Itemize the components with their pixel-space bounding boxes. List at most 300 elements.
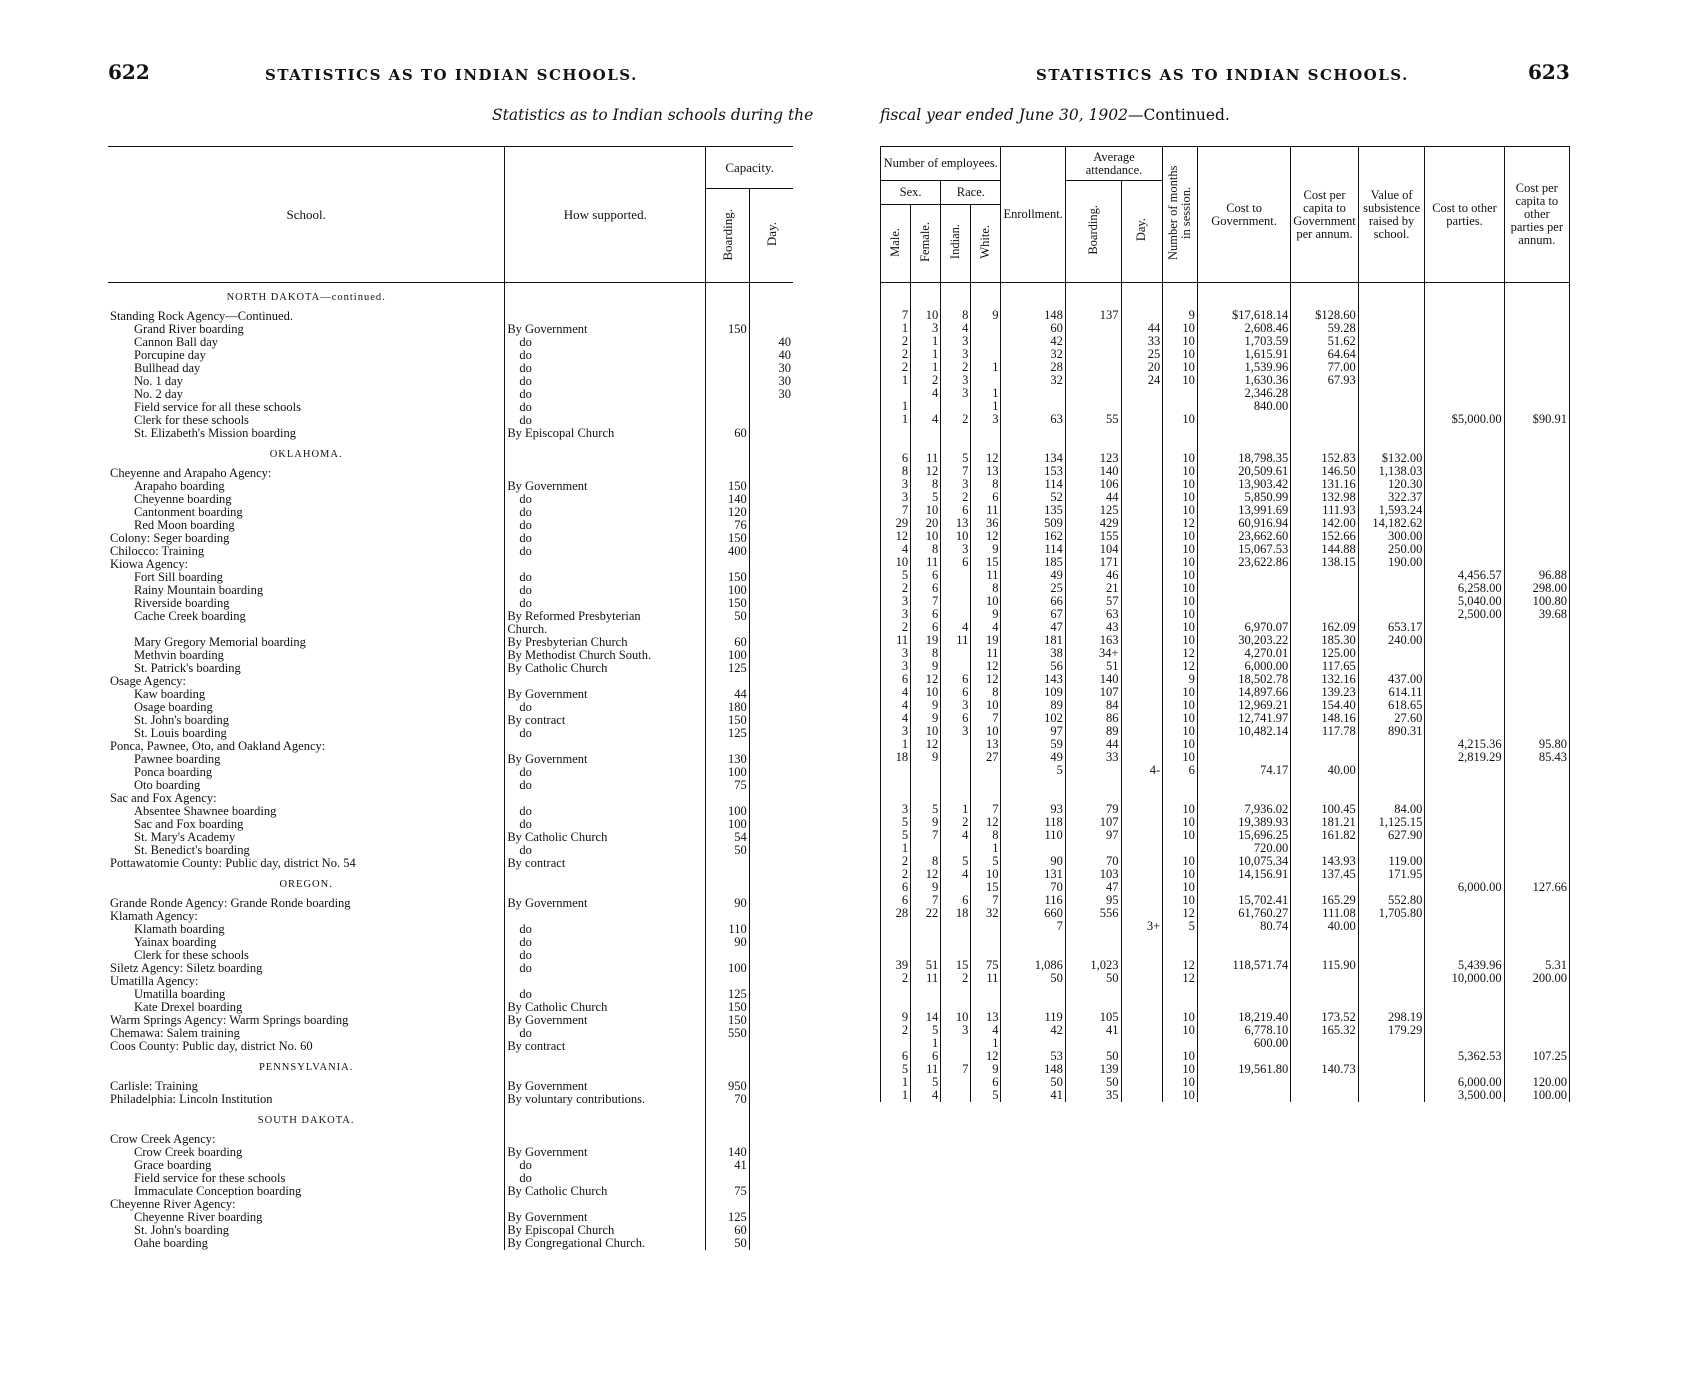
table-row [108, 362, 793, 375]
how-supported: By Government [505, 480, 706, 493]
capacity-boarding: 180 [706, 701, 749, 714]
enrollment-cell: 38 [1001, 647, 1065, 660]
indian-cell: 4 [941, 829, 971, 842]
school-table-right-body [881, 283, 1570, 1103]
months-cell: 10 [1163, 582, 1198, 595]
day-attendance-cell [1121, 647, 1163, 660]
header-employees: Number of employees. [881, 147, 1001, 181]
cost-per-capita-other-cell [1504, 764, 1569, 777]
cost-per-capita-other-cell [1504, 803, 1569, 816]
cost-per-capita-government-cell [1291, 595, 1358, 608]
female-cell: 10 [911, 530, 941, 543]
subsistence-cell: 300.00 [1358, 530, 1425, 543]
months-cell: 10 [1163, 712, 1198, 725]
months-cell: 10 [1163, 1076, 1198, 1089]
female-cell: 9 [911, 881, 941, 894]
female-cell: 10 [911, 504, 941, 517]
cost-government-cell: 80.74 [1197, 920, 1290, 933]
indian-cell: 3 [941, 348, 971, 361]
day-attendance-cell: 20 [1121, 361, 1163, 374]
section-spacer [881, 985, 1570, 1011]
day-attendance-cell [1121, 595, 1163, 608]
capacity-boarding: 60 [706, 1224, 749, 1237]
cost-other-cell [1425, 920, 1504, 933]
table-row [881, 660, 1570, 673]
indian-cell: 5 [941, 452, 971, 465]
male-cell: 29 [881, 517, 911, 530]
cost-per-capita-government-cell: 40.00 [1291, 920, 1358, 933]
capacity-day [749, 753, 793, 766]
boarding-attendance-cell: 123 [1065, 452, 1121, 465]
day-attendance-cell [1121, 543, 1163, 556]
female-cell: 12 [911, 465, 941, 478]
indian-cell: 6 [941, 712, 971, 725]
school-name: Yainax boarding [108, 936, 505, 949]
female-cell: 11 [911, 452, 941, 465]
table-row [108, 349, 793, 362]
how-supported: By contract [505, 857, 706, 870]
how-supported [505, 558, 706, 571]
enrollment-cell: 7 [1001, 920, 1065, 933]
subsistence-cell: 190.00 [1358, 556, 1425, 569]
cost-per-capita-other-cell [1504, 452, 1569, 465]
months-cell: 10 [1163, 335, 1198, 348]
header-avg-attendance: Average attendance. [1065, 147, 1162, 181]
cost-government-cell: 6,778.10 [1197, 1024, 1290, 1037]
how-supported: By Government [505, 1146, 706, 1159]
school-name: No. 1 day [108, 375, 505, 388]
section-spacer [881, 777, 1570, 803]
school-name: Coos County: Public day, district No. 60 [108, 1040, 505, 1053]
school-name: Chemawa: Salem training [108, 1027, 505, 1040]
school-name: Sac and Fox Agency: [108, 792, 505, 805]
day-attendance-cell [1121, 855, 1163, 868]
cost-government-cell: 18,798.35 [1197, 452, 1290, 465]
enrollment-cell: 53 [1001, 1050, 1065, 1063]
months-cell: 10 [1163, 621, 1198, 634]
capacity-day [749, 975, 793, 988]
cost-other-cell [1425, 803, 1504, 816]
indian-cell [941, 751, 971, 764]
cost-government-cell: 1,539.96 [1197, 361, 1290, 374]
cost-per-capita-other-cell [1504, 842, 1569, 855]
enrollment-cell: 148 [1001, 1063, 1065, 1076]
capacity-day [749, 467, 793, 480]
cost-per-capita-other-cell [1504, 478, 1569, 491]
white-cell: 12 [971, 1050, 1001, 1063]
boarding-attendance-cell [1065, 920, 1121, 933]
female-cell: 6 [911, 621, 941, 634]
subsistence-cell [1358, 1037, 1425, 1050]
cost-per-capita-government-cell: 137.45 [1291, 868, 1358, 881]
white-cell: 27 [971, 751, 1001, 764]
female-cell: 10 [911, 686, 941, 699]
cost-per-capita-other-cell [1504, 686, 1569, 699]
indian-cell: 6 [941, 673, 971, 686]
school-name: Chilocco: Training [108, 545, 505, 558]
cost-per-capita-other-cell: 100.00 [1504, 1089, 1569, 1102]
capacity-boarding: 76 [706, 519, 749, 532]
section-title: OKLAHOMA. [108, 440, 505, 467]
female-cell: 19 [911, 634, 941, 647]
cost-per-capita-other-cell [1504, 387, 1569, 400]
school-table-left-body [108, 283, 793, 1251]
indian-cell: 3 [941, 374, 971, 387]
table-row [881, 751, 1570, 764]
cost-government-cell: 12,969.21 [1197, 699, 1290, 712]
white-cell: 75 [971, 959, 1001, 972]
capacity-day [749, 688, 793, 701]
day-attendance-cell [1121, 803, 1163, 816]
months-cell: 10 [1163, 361, 1198, 374]
capacity-boarding: 550 [706, 1027, 749, 1040]
capacity-day [749, 727, 793, 740]
header-boarding: Boarding. [706, 189, 749, 283]
boarding-attendance-cell: 44 [1065, 491, 1121, 504]
months-cell: 10 [1163, 608, 1198, 621]
indian-cell [941, 764, 971, 777]
table-row [881, 374, 1570, 387]
cost-per-capita-other-cell: 200.00 [1504, 972, 1569, 985]
day-attendance-cell: 44 [1121, 322, 1163, 335]
table-row [881, 712, 1570, 725]
cost-government-cell [1197, 595, 1290, 608]
capacity-day: 40 [778, 335, 791, 349]
months-cell: 10 [1163, 1063, 1198, 1076]
boarding-attendance-cell [1065, 387, 1121, 400]
male-cell: 6 [881, 673, 911, 686]
months-cell: 10 [1163, 816, 1198, 829]
day-attendance-cell [1121, 881, 1163, 894]
enrollment-cell: 135 [1001, 504, 1065, 517]
cost-per-capita-government-cell: 165.29 [1291, 894, 1358, 907]
capacity-day [749, 714, 793, 727]
subsistence-cell [1358, 374, 1425, 387]
header-male: Male. [881, 205, 911, 283]
table-row [881, 907, 1570, 920]
months-cell: 10 [1163, 452, 1198, 465]
capacity-day [749, 675, 793, 688]
capacity-boarding: 90 [706, 936, 749, 949]
cost-per-capita-government-cell: 185.30 [1291, 634, 1358, 647]
boarding-attendance-cell: 140 [1065, 465, 1121, 478]
female-cell: 1 [911, 348, 941, 361]
how-supported: do [505, 336, 706, 349]
subsistence-cell [1358, 309, 1425, 322]
capacity-day [749, 532, 793, 545]
school-name: St. John's boarding [108, 714, 505, 727]
cost-per-capita-other-cell [1504, 465, 1569, 478]
capacity-day [749, 805, 793, 818]
capacity-day [749, 493, 793, 506]
male-cell: 4 [881, 543, 911, 556]
cost-government-cell: 60,916.94 [1197, 517, 1290, 530]
cost-per-capita-government-cell: 152.66 [1291, 530, 1358, 543]
capacity-day [749, 623, 793, 636]
months-cell: 10 [1163, 556, 1198, 569]
capacity-day: 30 [778, 387, 791, 401]
cost-government-cell: 1,703.59 [1197, 335, 1290, 348]
how-supported: do [505, 388, 706, 401]
how-supported: do [505, 844, 706, 857]
cost-other-cell: 6,258.00 [1425, 582, 1504, 595]
cost-government-cell [1197, 582, 1290, 595]
enrollment-cell: 162 [1001, 530, 1065, 543]
capacity-boarding [706, 857, 749, 870]
white-cell: 13 [971, 465, 1001, 478]
indian-cell [941, 1089, 971, 1102]
enrollment-cell: 67 [1001, 608, 1065, 621]
cost-government-cell: 13,903.42 [1197, 478, 1290, 491]
header-boarding-attendance: Boarding. [1065, 181, 1121, 283]
school-name: Methvin boarding [108, 649, 505, 662]
school-name: Pottawatomie County: Public day, district No. 54 [108, 857, 505, 870]
school-name: Standing Rock Agency—Continued. [108, 310, 505, 323]
day-attendance-cell [1121, 894, 1163, 907]
enrollment-cell [1001, 387, 1065, 400]
subsistence-cell: 14,182.62 [1358, 517, 1425, 530]
day-attendance-cell [1121, 582, 1163, 595]
cost-per-capita-government-cell [1291, 738, 1358, 751]
header-enrollment: Enrollment. [1001, 147, 1065, 283]
day-attendance-cell [1121, 686, 1163, 699]
day-attendance-cell [1121, 504, 1163, 517]
how-supported: By Catholic Church [505, 831, 706, 844]
female-cell: 12 [911, 868, 941, 881]
indian-cell: 2 [941, 816, 971, 829]
subsistence-cell: 27.60 [1358, 712, 1425, 725]
months-cell: 10 [1163, 868, 1198, 881]
cost-other-cell [1425, 699, 1504, 712]
table-row [108, 427, 793, 440]
capacity-boarding: 150 [706, 571, 749, 584]
boarding-attendance-cell: 89 [1065, 725, 1121, 738]
day-attendance-cell [1121, 738, 1163, 751]
enrollment-cell: 42 [1001, 335, 1065, 348]
school-name: Porcupine day [108, 349, 505, 362]
white-cell: 1 [971, 842, 1001, 855]
boarding-attendance-cell: 140 [1065, 673, 1121, 686]
day-attendance-cell [1121, 530, 1163, 543]
table-row [881, 842, 1570, 855]
capacity-day [749, 1211, 793, 1224]
cost-other-cell: 4,215.36 [1425, 738, 1504, 751]
cost-per-capita-government-cell: 111.08 [1291, 907, 1358, 920]
page-number-left: 622 [108, 60, 150, 84]
section-title: NORTH DAKOTA—continued. [108, 283, 505, 311]
cost-per-capita-government-cell: 117.65 [1291, 660, 1358, 673]
day-attendance-cell [1121, 725, 1163, 738]
capacity-day [749, 545, 793, 558]
enrollment-cell: 185 [1001, 556, 1065, 569]
school-name: Clerk for these schools [108, 414, 505, 427]
male-cell: 2 [881, 582, 911, 595]
subsistence-cell: 179.29 [1358, 1024, 1425, 1037]
male-cell: 6 [881, 894, 911, 907]
cost-per-capita-government-cell: 154.40 [1291, 699, 1358, 712]
enrollment-cell: 60 [1001, 322, 1065, 335]
capacity-boarding [706, 336, 749, 349]
female-cell: 6 [911, 569, 941, 582]
enrollment-cell: 59 [1001, 738, 1065, 751]
indian-cell: 10 [941, 1011, 971, 1024]
cost-per-capita-government-cell: 64.64 [1291, 348, 1358, 361]
female-cell: 2 [911, 374, 941, 387]
white-cell: 10 [971, 595, 1001, 608]
male-cell: 3 [881, 478, 911, 491]
cost-per-capita-government-cell: 165.32 [1291, 1024, 1358, 1037]
table-row [881, 478, 1570, 491]
male-cell: 3 [881, 595, 911, 608]
school-name: Pawnee boarding [108, 753, 505, 766]
capacity-boarding: 125 [706, 988, 749, 1001]
female-cell: 10 [911, 309, 941, 322]
cost-per-capita-government-cell: 100.45 [1291, 803, 1358, 816]
cost-other-cell [1425, 634, 1504, 647]
section-spacer [881, 933, 1570, 959]
male-cell: 5 [881, 1063, 911, 1076]
table-row [881, 543, 1570, 556]
cost-per-capita-government-cell: 132.98 [1291, 491, 1358, 504]
how-supported: By contract [505, 1040, 706, 1053]
months-cell: 10 [1163, 829, 1198, 842]
school-name: Arapaho boarding [108, 480, 505, 493]
school-name: Cannon Ball day [108, 336, 505, 349]
cost-other-cell [1425, 829, 1504, 842]
day-attendance-cell [1121, 621, 1163, 634]
cost-per-capita-government-cell: 161.82 [1291, 829, 1358, 842]
header-sex: Sex. [881, 181, 941, 205]
enrollment-cell: 1,086 [1001, 959, 1065, 972]
cost-per-capita-other-cell: 39.68 [1504, 608, 1569, 621]
months-cell [1163, 387, 1198, 400]
table-row [108, 766, 793, 779]
cost-other-cell: 6,000.00 [1425, 881, 1504, 894]
cost-other-cell [1425, 322, 1504, 335]
how-supported: do [505, 727, 706, 740]
cost-per-capita-other-cell [1504, 907, 1569, 920]
cost-government-cell: 840.00 [1197, 400, 1290, 413]
female-cell: 51 [911, 959, 941, 972]
white-cell: 1 [971, 1037, 1001, 1050]
school-name: Oto boarding [108, 779, 505, 792]
capacity-day [749, 310, 793, 323]
enrollment-cell: 32 [1001, 348, 1065, 361]
day-attendance-cell [1121, 1011, 1163, 1024]
how-supported: By Government [505, 753, 706, 766]
cost-per-capita-government-cell: 173.52 [1291, 1011, 1358, 1024]
school-table-left [108, 146, 793, 1250]
cost-other-cell [1425, 842, 1504, 855]
how-supported: do [505, 349, 706, 362]
months-cell: 10 [1163, 738, 1198, 751]
cost-per-capita-government-cell: 181.21 [1291, 816, 1358, 829]
months-cell: 10 [1163, 465, 1198, 478]
school-name: Oahe boarding [108, 1237, 505, 1250]
male-cell: 3 [881, 491, 911, 504]
section-title: PENNSYLVANIA. [108, 1053, 505, 1080]
enrollment-cell: 47 [1001, 621, 1065, 634]
female-cell: 4 [911, 413, 941, 426]
male-cell: 1 [881, 842, 911, 855]
cost-per-capita-government-cell [1291, 569, 1358, 582]
section-title: OREGON. [108, 870, 505, 897]
cost-per-capita-government-cell: 59.28 [1291, 322, 1358, 335]
male-cell: 1 [881, 322, 911, 335]
cost-government-cell: 5,850.99 [1197, 491, 1290, 504]
female-cell: 5 [911, 803, 941, 816]
capacity-boarding: 75 [706, 1185, 749, 1198]
day-attendance-cell [1121, 1089, 1163, 1102]
cost-other-cell [1425, 1011, 1504, 1024]
enrollment-cell: 109 [1001, 686, 1065, 699]
male-cell: 8 [881, 465, 911, 478]
boarding-attendance-cell: 103 [1065, 868, 1121, 881]
cost-per-capita-other-cell: 96.88 [1504, 569, 1569, 582]
capacity-day [749, 401, 793, 414]
cost-government-cell [1197, 1076, 1290, 1089]
male-cell: 1 [881, 738, 911, 751]
capacity-boarding [706, 388, 749, 401]
school-name: Field service for these schools [108, 1172, 505, 1185]
female-cell: 8 [911, 478, 941, 491]
subsistence-cell [1358, 569, 1425, 582]
indian-cell [941, 1037, 971, 1050]
capacity-boarding: 120 [706, 506, 749, 519]
section-row [108, 440, 793, 467]
male-cell: 3 [881, 660, 911, 673]
months-cell: 5 [1163, 920, 1198, 933]
indian-cell [941, 569, 971, 582]
subsistence-cell: 171.95 [1358, 868, 1425, 881]
enrollment-cell: 66 [1001, 595, 1065, 608]
female-cell: 1 [911, 1037, 941, 1050]
indian-cell [941, 1076, 971, 1089]
capacity-day [749, 1185, 793, 1198]
boarding-attendance-cell: 104 [1065, 543, 1121, 556]
cost-government-cell: 1,630.36 [1197, 374, 1290, 387]
enrollment-cell: 660 [1001, 907, 1065, 920]
cost-other-cell: 10,000.00 [1425, 972, 1504, 985]
white-cell: 11 [971, 569, 1001, 582]
indian-cell: 2 [941, 972, 971, 985]
cost-government-cell [1197, 972, 1290, 985]
cost-government-cell: 30,203.22 [1197, 634, 1290, 647]
table-row [881, 1024, 1570, 1037]
capacity-day [749, 1093, 793, 1106]
cost-per-capita-other-cell [1504, 712, 1569, 725]
cost-government-cell: 720.00 [1197, 842, 1290, 855]
boarding-attendance-cell: 1,023 [1065, 959, 1121, 972]
white-cell [971, 764, 1001, 777]
capacity-day [749, 779, 793, 792]
indian-cell: 7 [941, 1063, 971, 1076]
how-supported: do [505, 545, 706, 558]
white-cell: 5 [971, 1089, 1001, 1102]
indian-cell: 1 [941, 803, 971, 816]
female-cell: 20 [911, 517, 941, 530]
indian-cell: 6 [941, 686, 971, 699]
enrollment-cell: 50 [1001, 1076, 1065, 1089]
cost-per-capita-other-cell [1504, 322, 1569, 335]
how-supported: By Government [505, 897, 706, 910]
school-name: Ponca, Pawnee, Oto, and Oakland Agency: [108, 740, 505, 753]
cost-other-cell [1425, 504, 1504, 517]
cost-government-cell: 10,075.34 [1197, 855, 1290, 868]
cost-per-capita-other-cell [1504, 517, 1569, 530]
cost-per-capita-government-cell: 142.00 [1291, 517, 1358, 530]
cost-per-capita-other-cell [1504, 309, 1569, 322]
